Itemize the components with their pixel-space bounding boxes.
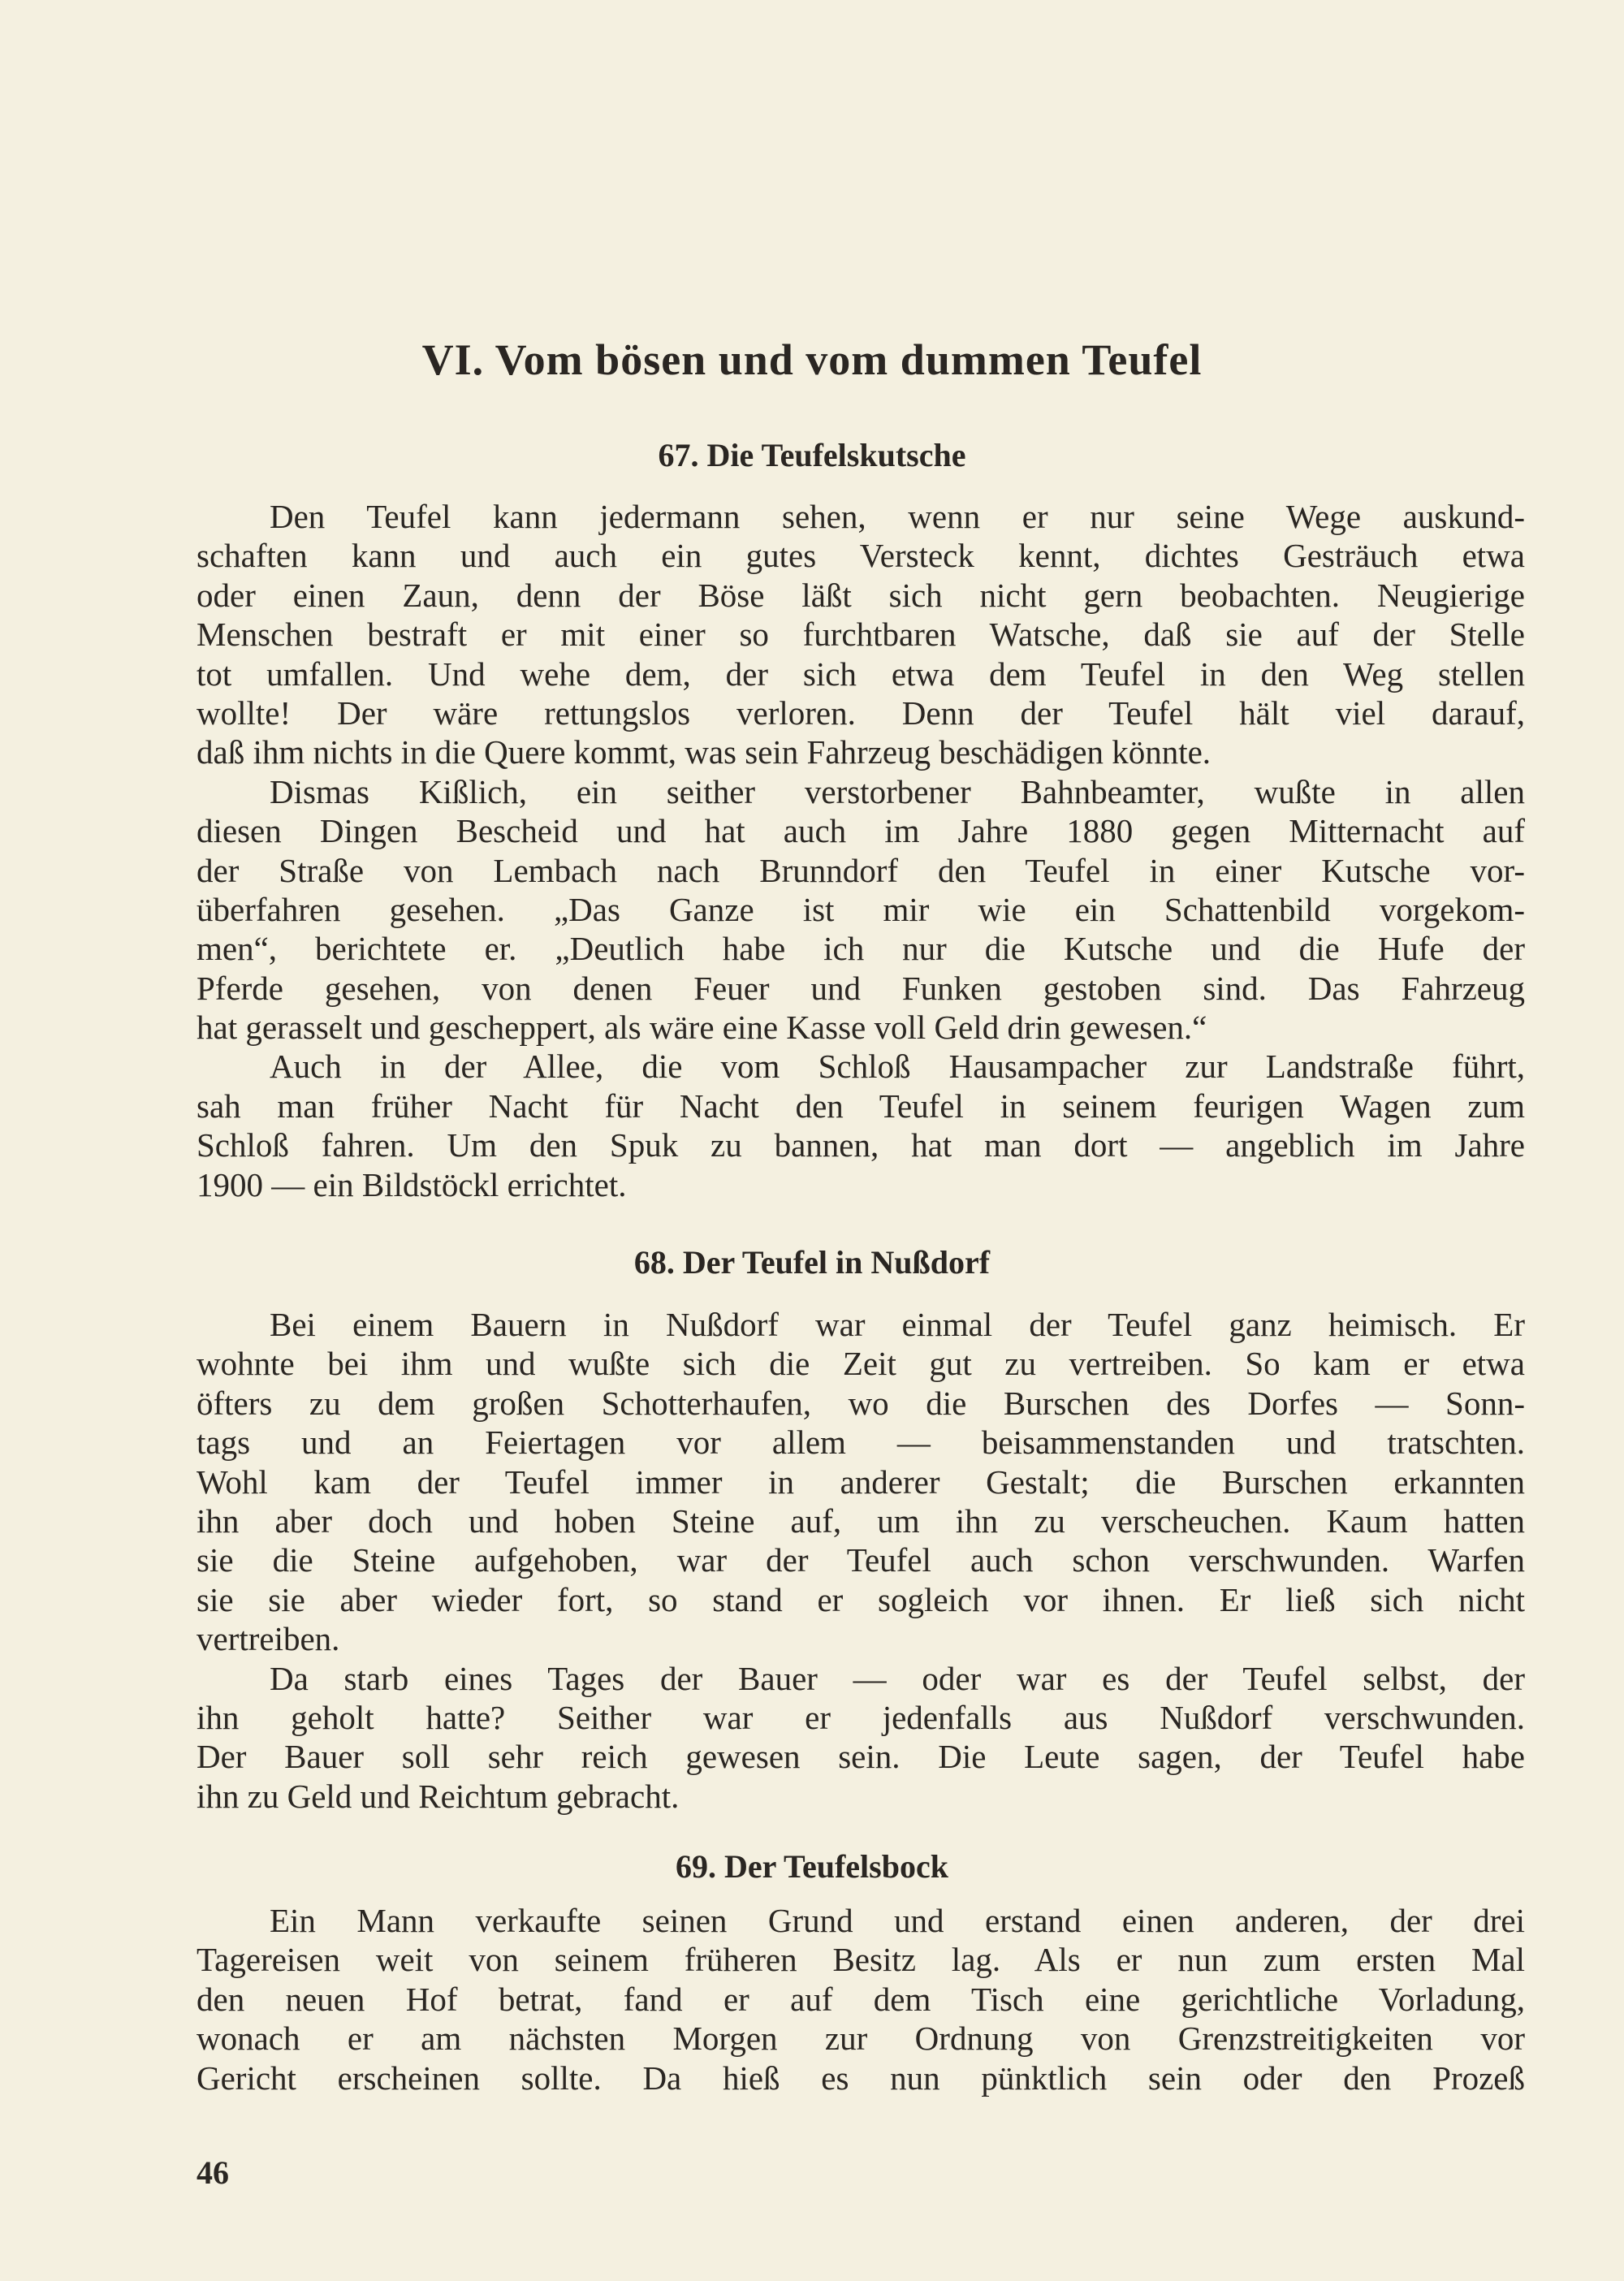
text-line: überfahren gesehen. „Das Ganze ist mir wie ein Schattenbild vorgekom- — [197, 890, 1525, 928]
text-line: schaften kann und auch ein gutes Versteck kennt, dichtes Gesträuch etwa — [197, 537, 1525, 575]
text-line: wollte! Der wäre rettungslos verloren. Denn der Teufel hält viel darauf, — [197, 693, 1525, 732]
paragraph — [197, 1659, 1525, 1817]
text-line: wohnte bei ihm und wußte sich die Zeit gut zu vertreiben. So kam er etwa — [197, 1345, 1525, 1383]
story-text — [197, 1305, 1525, 1816]
text-line: Auch in der Allee, die vom Schloß Hausampacher zur Landstraße führt, — [270, 1048, 1525, 1086]
text-line: den neuen Hof betrat, fand er auf dem Tisch eine gerichtliche Vorladung, — [197, 1980, 1525, 2018]
text-line: ihn geholt hatte? Seither war er jedenfalls aus Nußdorf verschwunden. — [197, 1698, 1525, 1736]
text-line: daß ihm nichts in die Quere kommt, was sein Fahrzeug beschädigen könnte. — [197, 733, 1212, 771]
text-line: Bei einem Bauern in Nußdorf war einmal der Teufel ganz heimisch. Er — [270, 1306, 1525, 1343]
text-line: Menschen bestraft er mit einer so furchtbaren Watsche, daß sie auf der Stelle — [197, 616, 1525, 654]
story-heading: 67. Die Teufelskutsche — [658, 437, 966, 473]
text-line: diesen Dingen Bescheid und hat auch im Jahre 1880 gegen Mitternacht auf — [197, 812, 1525, 850]
text-line: Da starb eines Tages der Bauer — oder war es der Teufel selbst, der — [270, 1659, 1525, 1697]
text-line: Schloß fahren. Um den Spuk zu bannen, hat man dort — angeblich im Jahre — [197, 1126, 1525, 1164]
page-number: 46 — [197, 2154, 229, 2191]
paragraph — [197, 772, 1525, 1048]
chapter-title: VI. Vom bösen und vom dummen Teufel — [421, 335, 1203, 384]
text-line: 1900 — ein Bildstöckl errichtet. — [197, 1165, 627, 1203]
text-line: wonach er am nächsten Morgen zur Ordnung von Grenzstreitigkeiten vor — [197, 2020, 1525, 2058]
text-line: ihn aber doch und hoben Steine auf, um ihn zu verscheuchen. Kaum hatten — [197, 1501, 1525, 1540]
text-line: Gericht erscheinen sollte. Da hieß es nun pünktlich sein oder den Prozeß — [197, 2059, 1525, 2097]
story-text — [197, 1901, 1525, 2097]
text-line: der Straße von Lembach nach Brunndorf den Teufel in einer Kutsche vor- — [197, 851, 1525, 889]
paragraph — [197, 497, 1525, 772]
text-line: hat gerasselt und gescheppert, als wäre eine Kasse voll Geld drin gewesen.“ — [197, 1009, 1207, 1047]
text-line: vertreiben. — [197, 1620, 340, 1658]
text-line: Dismas Kißlich, ein seither verstorbener Bahnbeamter, wußte in allen — [270, 772, 1525, 810]
text-line: Der Bauer soll sehr reich gewesen sein. Die Leute sagen, der Teufel habe — [197, 1738, 1525, 1776]
text-line: Den Teufel kann jedermann sehen, wenn er nur seine Wege auskund- — [270, 498, 1525, 535]
text-line: tags und an Feiertagen vor allem — beisammenstanden und tratschten. — [197, 1423, 1525, 1462]
story-text — [197, 497, 1525, 1204]
text-line: Wohl kam der Teufel immer in anderer Gestalt; die Burschen erkannten — [197, 1462, 1525, 1501]
text-line: oder einen Zaun, denn der Böse läßt sich nicht gern beobachten. Neugierige — [197, 576, 1525, 614]
paragraph — [197, 1047, 1525, 1204]
paragraph — [197, 1901, 1525, 2097]
text-line: sie sie aber wieder fort, so stand er sogleich vor ihnen. Er ließ sich nicht — [197, 1580, 1525, 1618]
text-line: sah man früher Nacht für Nacht den Teufel in seinem feurigen Wagen zum — [197, 1086, 1525, 1125]
story-heading: 68. Der Teufel in Nußdorf — [633, 1244, 991, 1281]
text-line: tot umfallen. Und wehe dem, der sich etwa dem Teufel in den Weg stellen — [197, 654, 1525, 693]
text-line: öfters zu dem großen Schotterhaufen, wo die Burschen des Dorfes — Sonn- — [197, 1384, 1525, 1422]
text-line: sie die Steine aufgehoben, war der Teufel auch schon verschwunden. Warfen — [197, 1541, 1525, 1579]
text-line: men“, berichtete er. „Deutlich habe ich nur die Kutsche und die Hufe der — [197, 930, 1525, 968]
paragraph — [197, 1305, 1525, 1659]
text-line: Tagereisen weit von seinem früheren Besitz lag. Als er nun zum ersten Mal — [197, 1941, 1525, 1979]
text-line: Ein Mann verkaufte seinen Grund und erstand einen anderen, der drei — [270, 1902, 1525, 1939]
text-line: ihn zu Geld und Reichtum gebracht. — [197, 1777, 680, 1815]
story-heading: 69. Der Teufelsbock — [676, 1848, 948, 1885]
text-line: Pferde gesehen, von denen Feuer und Funken gestoben sind. Das Fahrzeug — [197, 969, 1525, 1007]
